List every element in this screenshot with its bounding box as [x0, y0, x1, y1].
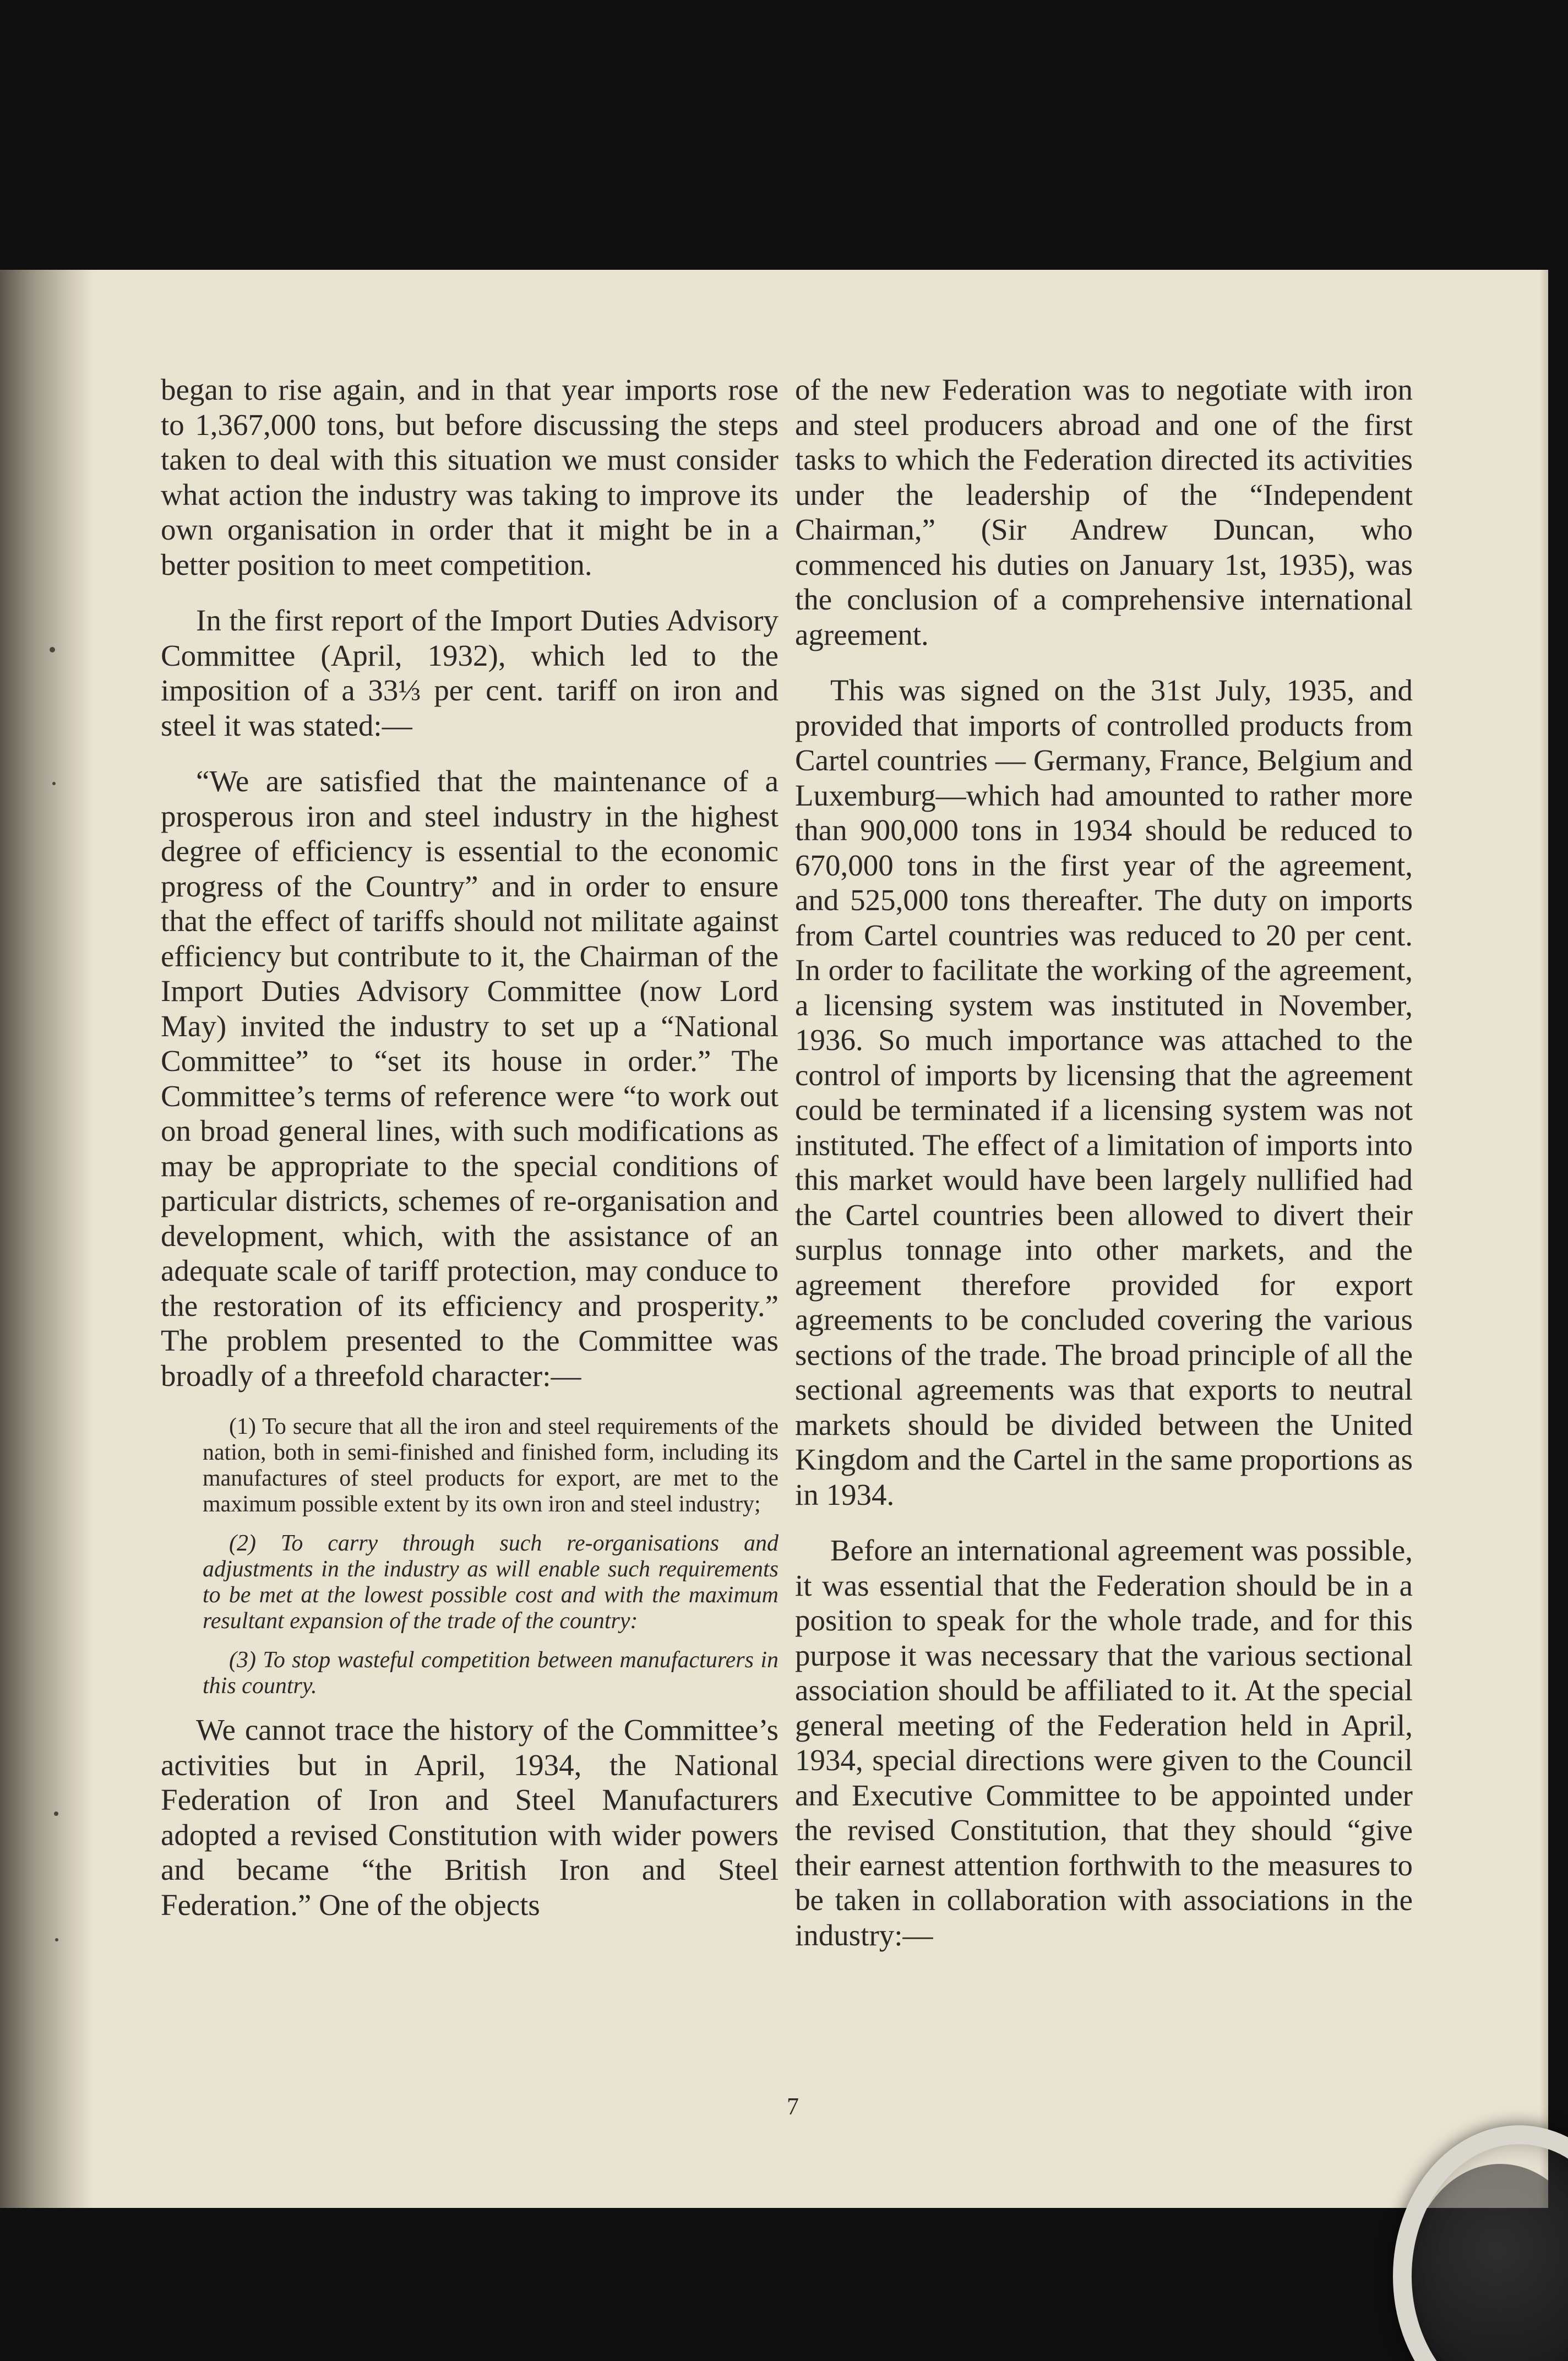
left-text-column [161, 372, 778, 1943]
right-text-column [795, 372, 1413, 1973]
margin-mark [50, 647, 55, 652]
page-number: 7 [787, 2093, 799, 2120]
paragraph: We cannot trace the history of the Committee’s activities but in April, 1934, the National Federation of Iron and Steel Manufacturers adopted a revised Constitution with wider powers and became “the British Iron and Steel Federation.” One of the objects [161, 1713, 778, 1922]
paragraph: In the first report of the Import Duties Advisory Committee (April, 1932), which led to the imposition of a 33⅓ per cent. tariff on iron and steel it was stated:— [161, 603, 778, 742]
gutter-shadow [0, 270, 94, 2208]
list-item: (1) To secure that all the iron and steel requirements of the nation, both in semi-finished and finished form, including its manufactures of steel products for export, are met to the maximum possible extent by its own iron and steel industry; [203, 1414, 778, 1517]
margin-mark [52, 782, 56, 785]
margin-mark [55, 1938, 58, 1941]
paragraph: This was signed on the 31st July, 1935, and provided that imports of controlled products from Cartel countries — Germany, France, Belgium and Luxemburg—which had amounted to rather more than 900,000 tons in 1934 should be reduced to 670,000 tons in the first year of the agreement, and 525,000 tons thereafter. The duty on imports from Cartel countries was reduced to 20 per cent. In order to facilitate the working of the agreement, a licensing system was instituted in November, 1936. So much importance was attached to the control of imports by licensing that the agreement could be terminated if a licensing system was not instituted. The effect of a limitation of imports into this market would have been largely nullified had the Cartel countries been allowed to divert their surplus tonnage into other markets, and the agreement therefore provided for export agreements to be concluded covering the various sections of the trade. The broad principle of all the sectional agreements was that exports to neutral markets should be divided between the United Kingdom and the Cartel in the same proportions as in 1934. [795, 673, 1413, 1511]
paragraph: of the new Federation was to negotiate with iron and steel producers abroad and one of the first tasks to which the Federation directed its activities under the leadership of the “Independent Chairman,” (Sir Andrew Duncan, who commenced his duties on January 1st, 1935), was the conclusion of a comprehensive international agreement. [795, 373, 1413, 651]
page-right-edge [1539, 270, 1548, 2208]
list-item: (3) To stop wasteful competition between manufacturers in this country. [203, 1647, 778, 1699]
margin-mark [54, 1811, 58, 1816]
quoted-paragraph: “We are satisfied that the maintenance of a prosperous iron and steel industry in the highest degree of efficiency is essential to the economic progress of the Country” and in order to ensure that the effect of tariffs should not militate against efficiency but contribute to it, the Chairman of the Import Duties Advisory Committee (now Lord May) invited the industry to set up a “National Committee” to “set its house in order.” The Committee’s terms of reference were “to work out on broad general lines, with such modifications as may be appropriate to the special conditions of particular districts, schemes of re-organisation and development, which, with the assistance of an adequate scale of tariff protection, may conduce to the restoration of its efficiency and prosperity.” The problem presented to the Committee was broadly of a threefold character:— [161, 764, 778, 1392]
paragraph: Before an international agreement was possible, it was essential that the Federation should be in a position to speak for the whole trade, and for this purpose it was necessary that the various sectional association should be affiliated to it. At the special general meeting of the Federation held in April, 1934, special directions were given to the Council and Executive Committee to be appointed under the revised Constitution, that they should “give their earnest attention forthwith to the measures to be taken in collaboration with associations in the industry:— [795, 1533, 1413, 1952]
list-item: (2) To carry through such re-organisations and adjustments in the industry as will enable such requirements to be met at the lowest possible cost and with the maximum resultant expansion of the trade of the country: [203, 1531, 778, 1634]
paragraph: began to rise again, and in that year imports rose to 1,367,000 tons, but before discussing the steps taken to deal with this situation we must consider what action the industry was taking to improve its own organisation in order that it might be in a better position to meet competition. [161, 373, 778, 581]
